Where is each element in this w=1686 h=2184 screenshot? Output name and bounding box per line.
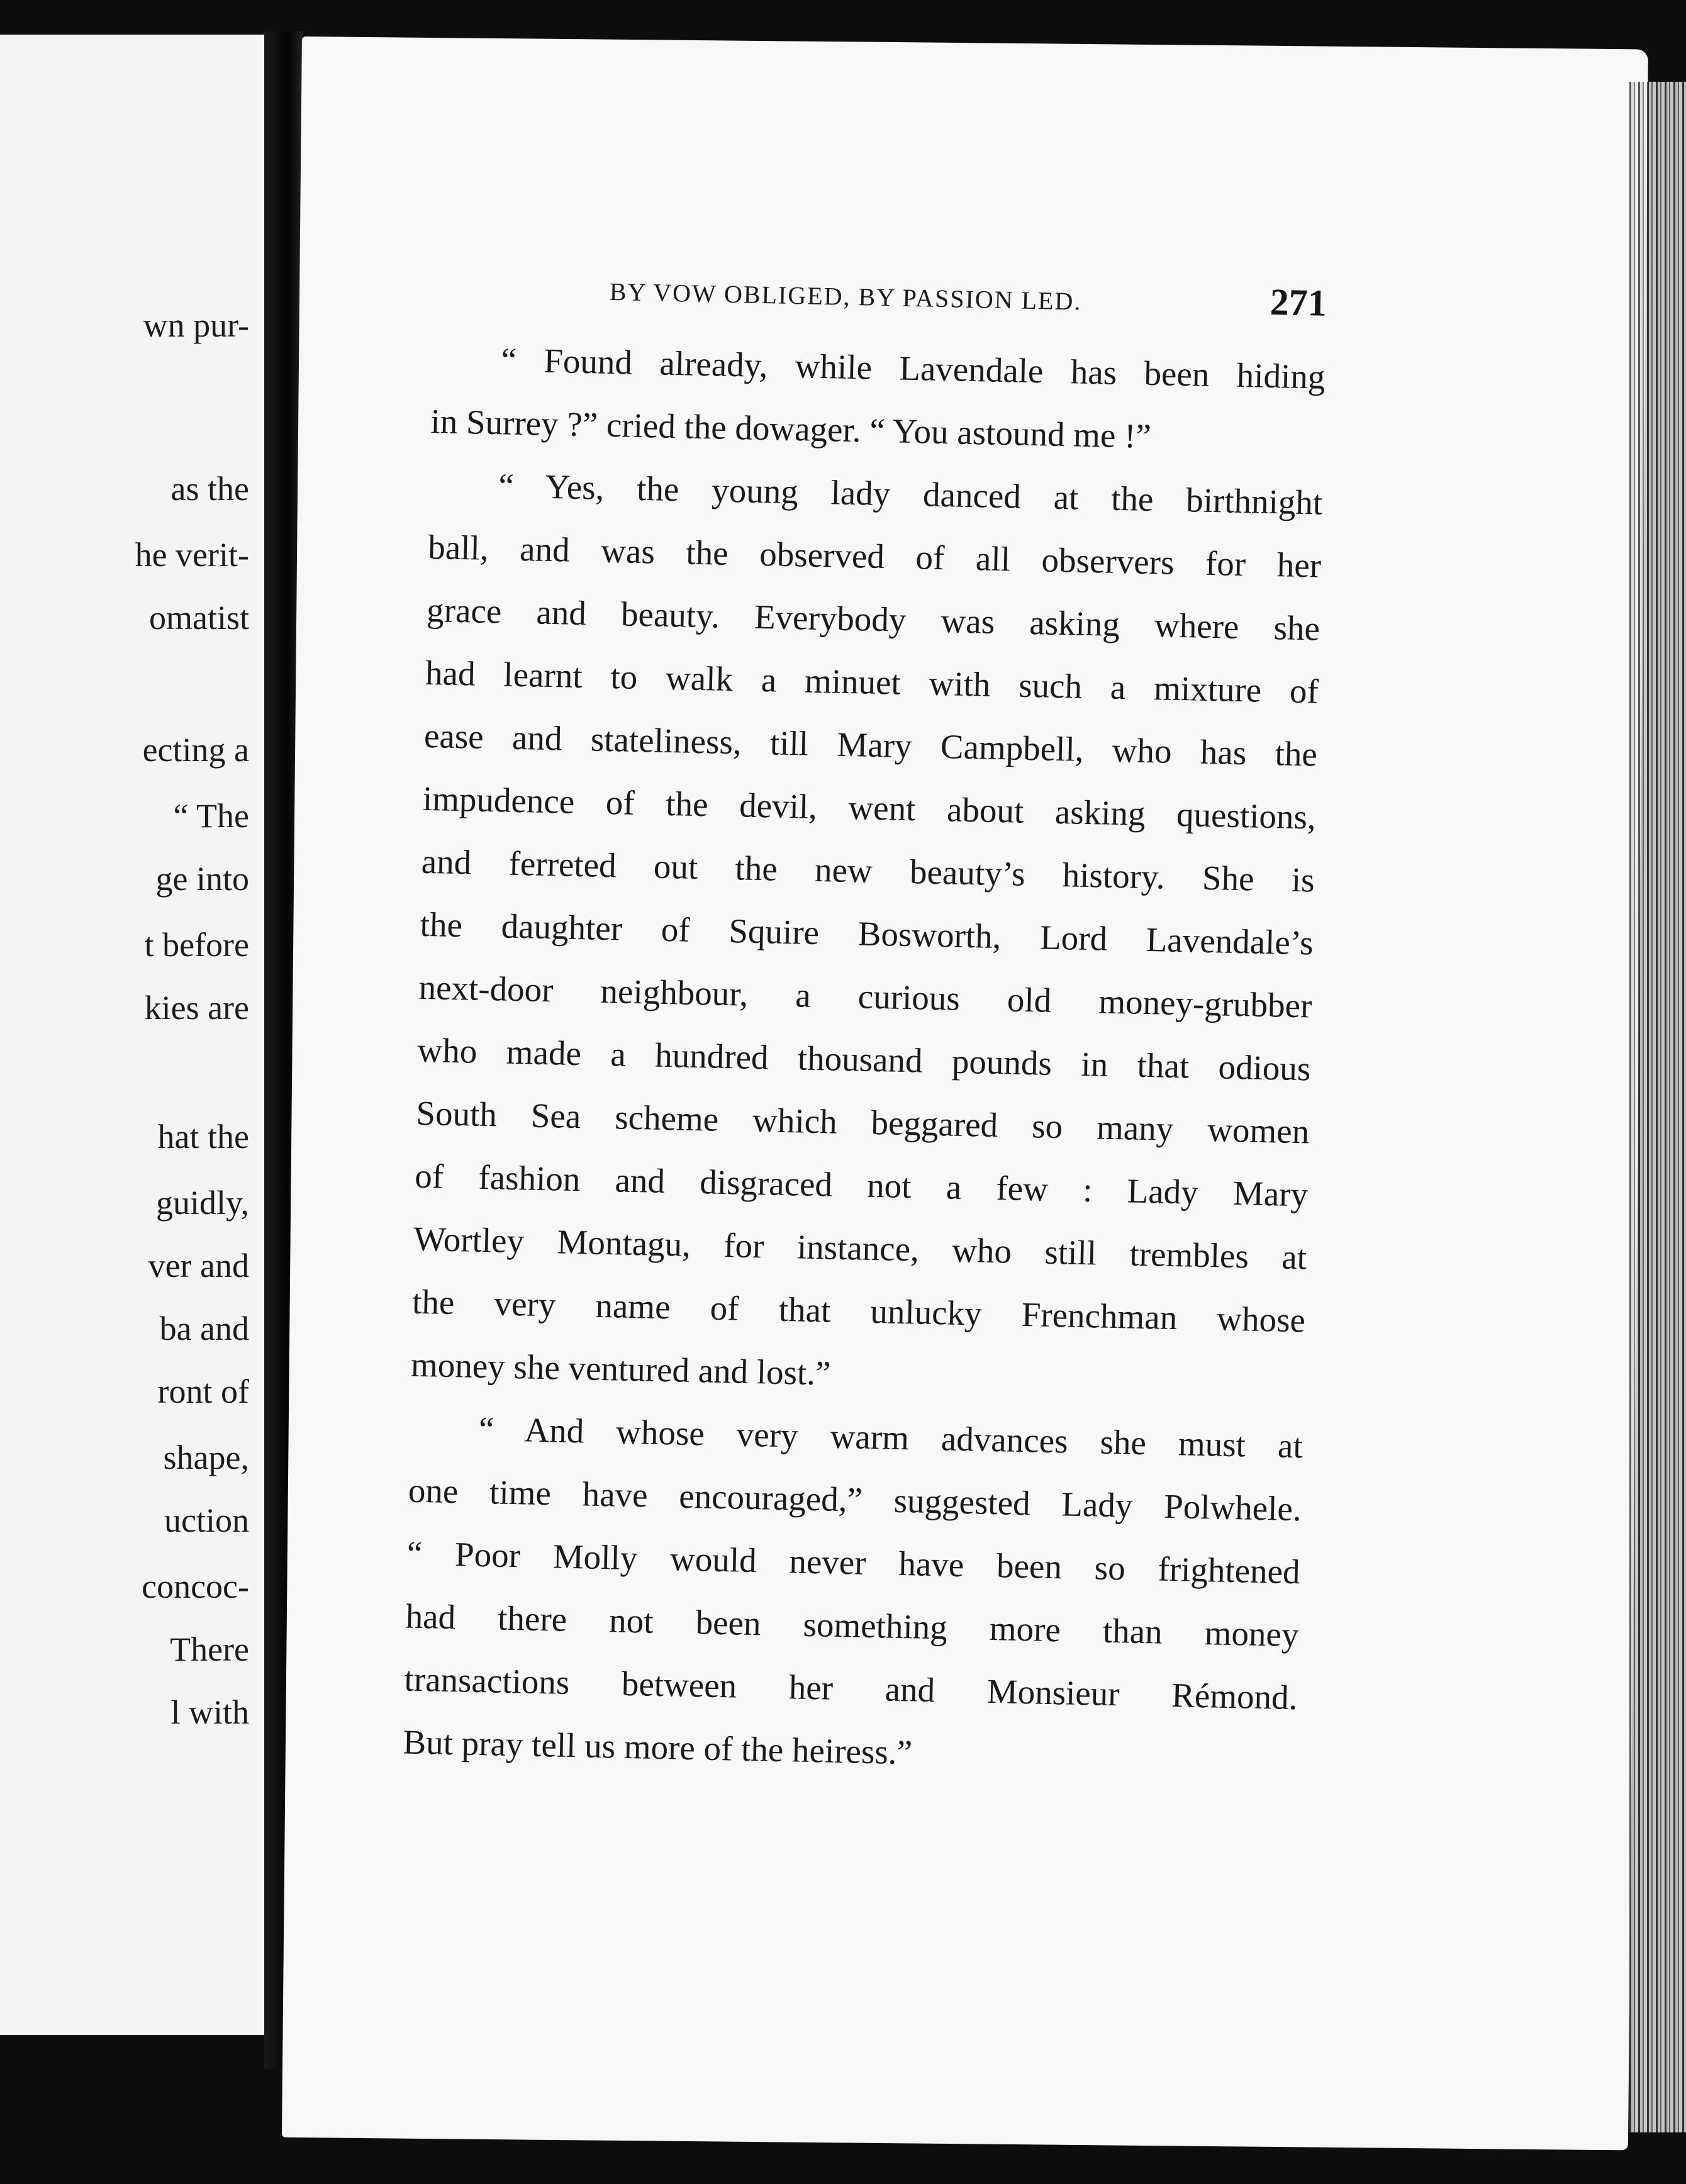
left-page-line: ver and — [148, 1247, 249, 1284]
left-page-line: “ The — [173, 797, 249, 835]
text-line: But pray tell us more of the heiress.” — [402, 1722, 913, 1772]
text-line: of fashion and disgraced not a few : Lady Mary — [414, 1156, 1309, 1214]
left-page-line: ront of — [157, 1373, 249, 1410]
left-page-line: concoc- — [142, 1568, 249, 1605]
text-line: “ Yes, the young lady danced at the birthnight — [498, 466, 1323, 522]
text-line: and ferreted out the new beauty’s history. She is — [421, 842, 1315, 900]
left-page-line: uction — [164, 1502, 249, 1539]
text-line: “ And whose very warm advances she must at — [478, 1409, 1304, 1466]
text-line: in Surrey ?” cried the dowager. “ You astound me !” — [430, 401, 1152, 455]
text-line: next-door neighbour, a curious old money-grubber — [418, 967, 1313, 1025]
left-page-line: ecting a — [142, 731, 249, 769]
text-line: the very name of that unlucky Frenchman whose — [411, 1282, 1306, 1340]
left-page-line: kies are — [144, 989, 249, 1027]
text-line: ease and stateliness, till Mary Campbell, who has the — [423, 716, 1318, 774]
left-page-line: shape, — [163, 1439, 249, 1476]
text-line: impudence of the devil, went about asking questions, — [422, 779, 1317, 837]
left-page-line: wn pur- — [143, 306, 249, 344]
paragraph — [403, 1396, 1304, 1793]
text-line: who made a hundred thousand pounds in that odious — [416, 1030, 1311, 1088]
left-page-line: There — [170, 1630, 249, 1668]
text-line: Wortley Montagu, for instance, who still trembles at — [413, 1219, 1307, 1277]
text-line: had there not been something more than money — [405, 1596, 1300, 1654]
paragraph — [410, 453, 1323, 1415]
text-line: “ Found already, while Lavendale has been hiding — [500, 340, 1326, 396]
left-page-line: he verit- — [135, 536, 249, 574]
left-page-line: l with — [170, 1693, 249, 1731]
left-page-line: hat the — [157, 1118, 249, 1156]
left-page-line: ge into — [155, 860, 249, 898]
page-text-block — [403, 258, 1327, 1792]
text-line: one time have encouraged,” suggested Lady Polwhele. — [408, 1471, 1302, 1529]
left-page-line: t before — [144, 926, 249, 964]
body-text — [403, 327, 1326, 1792]
left-facing-page — [0, 35, 268, 2035]
text-line: money she ventured and lost.” — [410, 1345, 832, 1393]
running-head: BY VOW OBLIGED, BY PASSION LED. — [609, 277, 1082, 316]
page-edges — [1629, 82, 1686, 2132]
page-number: 271 — [1270, 281, 1327, 324]
left-page-line: as the — [170, 470, 249, 508]
text-line: ball, and was the observed of all observers for her — [427, 527, 1322, 585]
left-page-line: guidly, — [156, 1184, 249, 1222]
left-page-line: ba and — [159, 1310, 249, 1347]
text-line: grace and beauty. Everybody was asking where she — [426, 590, 1320, 648]
text-line: transactions between her and Monsieur Rémond. — [404, 1659, 1298, 1717]
text-line: the daughter of Squire Bosworth, Lord Lavendale’s — [420, 905, 1314, 962]
text-line: “ Poor Molly would never have been so frightened — [406, 1534, 1301, 1591]
paragraph — [430, 327, 1326, 472]
left-page-line: omatist — [149, 599, 249, 637]
text-line: South Sea scheme which beggared so many women — [415, 1093, 1310, 1151]
text-line: had learnt to walk a minuet with such a mixture of — [425, 653, 1319, 711]
